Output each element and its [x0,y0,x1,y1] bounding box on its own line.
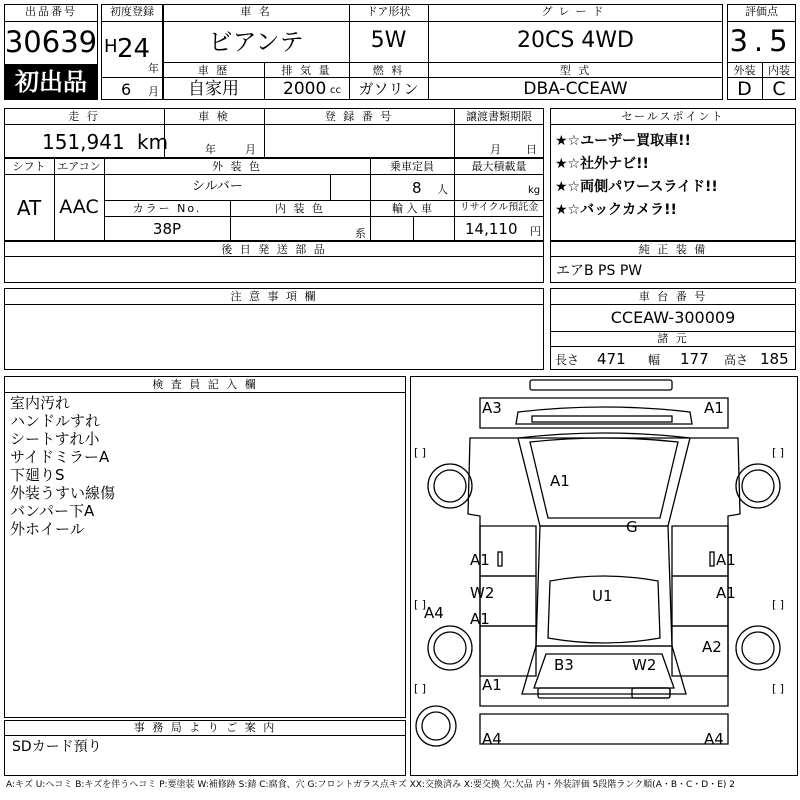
registration-year: 24 [117,34,151,64]
dims-label: 諸 元 [657,332,689,345]
model-code: DBA-CCEAW [523,79,628,99]
mark-rear-bumper-left: A4 [482,730,502,748]
bracket-right-rear: [ ] [772,598,785,611]
chassis-number: CCEAW-300009 [610,308,736,327]
door-type: 5W [370,28,407,53]
office-text: SDカード預り [12,739,102,755]
car-name: ビアンテ [208,28,304,56]
equipment-label: 純 正 装 備 [638,243,708,256]
inspector-line-5: 下廻りS [10,466,65,484]
inspector-line-2: ハンドルすれ [10,412,101,430]
bracket-right-bottom: [ ] [772,682,785,695]
colorno-label: カラー No. [132,202,202,215]
door-label: ドア形状 [366,5,411,18]
cc-unit: cc [330,85,341,96]
office-label: 事 務 局 よ り ご 案 内 [133,721,277,734]
shift: AT [16,196,42,220]
maxload-label: 最大積載量 [471,160,527,173]
width-label: 幅 [648,353,661,367]
sales-point-1: ★☆ユーザー買取車!! [555,133,691,149]
year-unit: 年 [148,62,159,75]
sales-point-2: ★☆社外ナビ!! [555,156,649,172]
month-unit: 月 [148,85,159,98]
color: シルバー [192,179,243,194]
grade-label: グレード [541,5,610,18]
recycle: 14,110 [465,220,518,238]
mark-front-right: A1 [704,399,724,417]
colorno: 38P [152,220,182,238]
inspector-line-3: シートすれ小 [10,430,100,448]
exterior-label: 外装 [733,64,756,77]
history-label: 車 歴 [197,64,230,77]
width: 177 [680,350,709,368]
fuel: ガソリン [358,80,419,98]
mark-right-middle: A1 [716,584,736,602]
chassis-label: 車 台 番 号 [638,290,708,303]
inspector-line-8: 外ホイール [10,520,85,538]
transfer-month-unit: 月 [490,143,501,156]
mileage-label: 走 行 [68,110,100,123]
bracket-left-bottom: [ ] [414,682,427,695]
lot-label: 出品番号 [25,5,77,18]
mark-front-left: A3 [482,399,502,417]
lot-number: 30639 [4,25,98,59]
maxload-unit: kg [528,185,541,196]
displacement-label: 排 気 量 [281,64,332,77]
registration-label: 初度登録 [110,5,154,18]
height-label: 高さ [724,353,749,367]
registration-month: 6 [121,80,132,99]
recycle-label: リサイクル預託金 [459,202,539,213]
equipment-value: エアB PS PW [556,263,643,279]
history: 自家用 [188,79,239,99]
interior-grade: C [772,78,786,100]
displacement: 2000 [283,79,327,99]
mark-hood: A1 [550,472,570,490]
mark-right-rear: A2 [702,638,722,656]
model-label: 型 式 [559,64,592,77]
car-damage-diagram [410,376,798,776]
mark-roof: U1 [592,587,613,605]
inspector-line-6: 外装うすい線傷 [10,484,116,502]
inspection-label: 車 検 [198,110,230,123]
first-listing-badge: 初出品 [5,65,97,99]
sales-points-box [550,108,796,241]
color-label: 外 装 色 [212,160,262,173]
height: 185 [760,350,789,368]
notes-label: 注 意 事 項 欄 [230,290,318,303]
mark-left-front-door: A1 [470,551,490,569]
aircon-label: エアコン [57,160,101,173]
mark-left-middle-a: A1 [470,610,490,628]
import-label: 輸 入 車 [392,202,432,215]
mark-rear-lower-left: A1 [482,676,502,694]
bracket-left-rear: [ ] [414,598,427,611]
mark-rear-right: W2 [632,656,657,674]
grade: 20CS 4WD [516,28,634,53]
mark-rear-bumper-right: A4 [704,730,724,748]
mark-left-middle-w: W2 [470,584,495,602]
score-label: 評価点 [745,5,778,18]
fuel-label: 燃 料 [372,64,405,77]
inspection-year-unit: 年 [205,143,216,156]
capacity-label: 乗車定員 [390,160,434,173]
mark-left-rear-wheel: A4 [424,604,444,622]
km-unit: km [137,130,169,154]
transfer-label: 譲渡書類期限 [466,110,532,123]
exterior-grade: D [737,78,752,100]
bracket-right-front: [ ] [772,446,785,459]
registration-era: H [104,36,118,57]
score: 3.5 [729,24,794,58]
shift-label: シフト [12,160,46,173]
sales-point-3: ★☆両側パワースライド!! [555,179,718,195]
plate-label: 登 録 番 号 [324,110,394,123]
mark-rear-left: B3 [554,656,574,674]
later-parts-label: 後 日 発 送 部 品 [221,243,327,256]
intcolor-label: 内 装 色 [275,202,325,215]
inspector-line-1: 室内汚れ [10,394,71,412]
mileage: 151,941 [42,130,125,154]
intcolor-unit: 系 [355,227,366,240]
mark-windshield: G [626,518,638,536]
inspector-line-7: バンパー下A [10,502,95,520]
damage-legend: A:キズ U:ヘコミ B:キズを伴うヘコミ P:要塗装 W:補修跡 S:錆 C:腐食、穴 G:フロントガラス点キズ XX:交換済み X:要交換 欠:欠品 内・外装評価 5段階ランク順(A・B・C・D・E) 2 [6,780,736,790]
bracket-left-front: [ ] [414,446,427,459]
car-name-label: 車 名 [240,5,272,18]
inspector-line-4: サイドミラーA [10,448,110,466]
sales-point-4: ★☆バックカメラ!! [555,202,677,218]
interior-label: 内装 [768,64,790,77]
capacity-unit: 人 [437,183,448,196]
transfer-day-unit: 日 [526,143,537,156]
yen-unit: 円 [530,225,541,238]
capacity: 8 [412,179,422,197]
sales-points-label: セールスポイント [621,110,725,123]
inspection-month-unit: 月 [245,143,256,156]
aircon: AAC [59,196,99,218]
mark-right-front-door: A1 [716,551,736,569]
length-label: 長さ [555,353,580,367]
length: 471 [597,350,626,368]
inspector-label: 検 査 員 記 入 欄 [152,378,258,391]
